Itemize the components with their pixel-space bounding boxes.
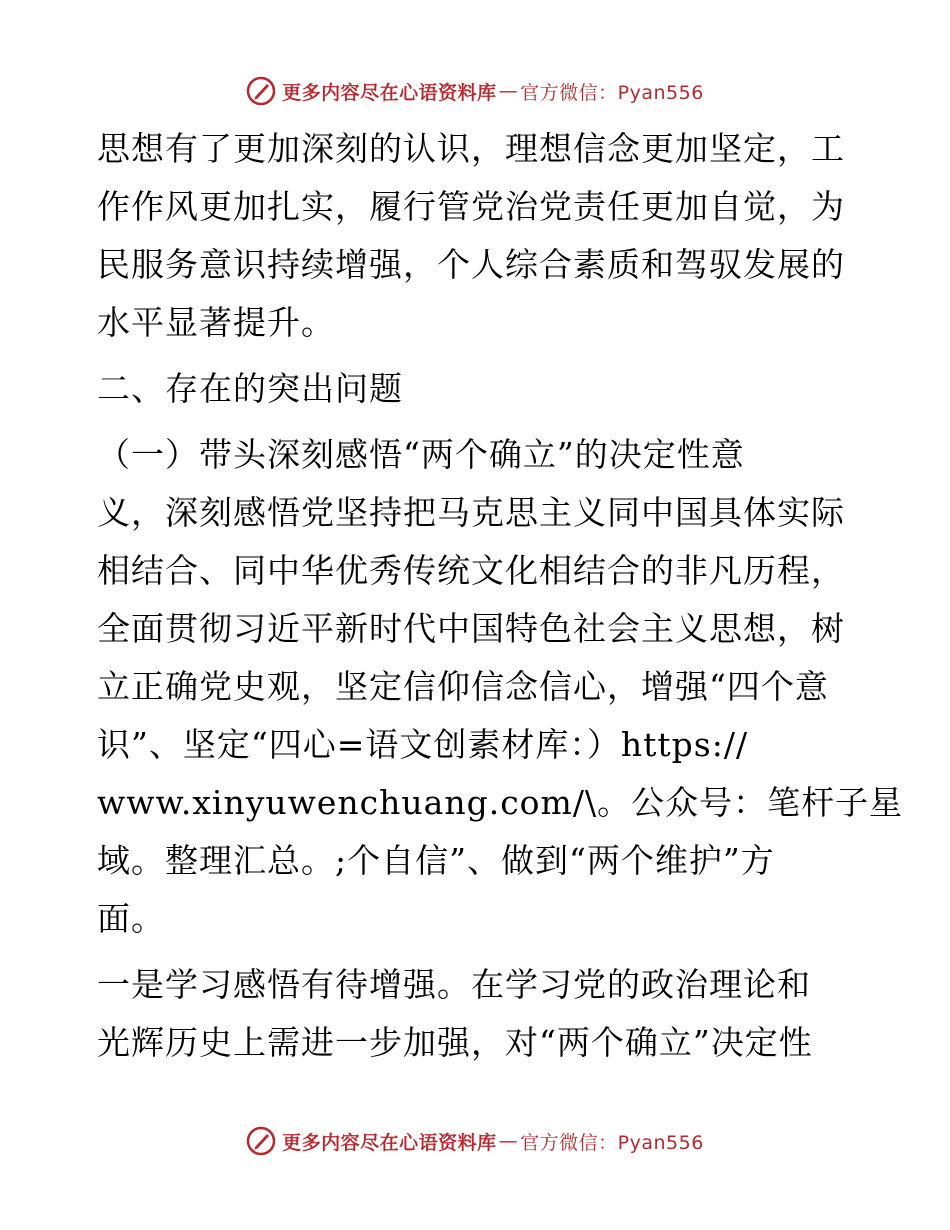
text-line: 面。 xyxy=(97,899,165,938)
text-line: 域。整理汇总。;个自信”、做到“两个维护”方 xyxy=(97,841,775,880)
text-line: 识”、坚定“四心=语文创素材库：）https:// xyxy=(97,725,749,764)
footer-watermark xyxy=(0,1124,950,1158)
text-line: 思想有了更加深刻的认识，理想信念更加坚定，工 xyxy=(97,129,845,168)
text-line: www.xinyuwenchuang.com/\。公众号：笔杆子星 xyxy=(97,783,904,822)
text-line: 一是学习感悟有待增强。在学习党的政治理论和 xyxy=(97,965,811,1004)
text-line: 光辉历史上需进一步加强，对“两个确立”决定性 xyxy=(97,1023,813,1062)
subsection-heading: （一）带头深刻感悟“两个确立”的决定性意 xyxy=(97,435,745,474)
paragraph-gap xyxy=(97,418,857,426)
text-line: 义，深刻感悟党坚持把马克思主义同中国具体实际 xyxy=(97,493,845,532)
text-line: 民服务意识持续增强，个人综合素质和驾驭发展的 xyxy=(97,245,845,284)
watermark-separator: — xyxy=(498,1130,519,1152)
watermark-main-text: 更多内容尽在心语资料库 xyxy=(282,81,497,104)
paragraph-gap xyxy=(97,948,857,956)
quill-logo-icon xyxy=(246,1126,276,1156)
document-body xyxy=(97,120,904,1072)
watermark-separator: — xyxy=(498,80,519,102)
text-line: 水平显著提升。 xyxy=(97,303,335,342)
text-line: 作作风更加扎实，履行管党治党责任更加自觉，为 xyxy=(97,187,845,226)
watermark-wechat-text: 官方微信：Pyan556 xyxy=(520,1131,704,1154)
paragraph-gap xyxy=(97,352,857,360)
header-watermark xyxy=(0,74,950,108)
quill-logo-icon xyxy=(246,76,276,106)
section-heading: 二、存在的突出问题 xyxy=(97,369,403,408)
watermark-wechat-text: 官方微信：Pyan556 xyxy=(520,81,704,104)
text-line: 相结合、同中华优秀传统文化相结合的非凡历程， xyxy=(97,551,845,590)
text-line: 立正确党史观，坚定信仰信念信心，增强“四个意 xyxy=(97,667,829,706)
text-line: 全面贯彻习近平新时代中国特色社会主义思想，树 xyxy=(97,609,845,648)
watermark-main-text: 更多内容尽在心语资料库 xyxy=(282,1131,497,1154)
